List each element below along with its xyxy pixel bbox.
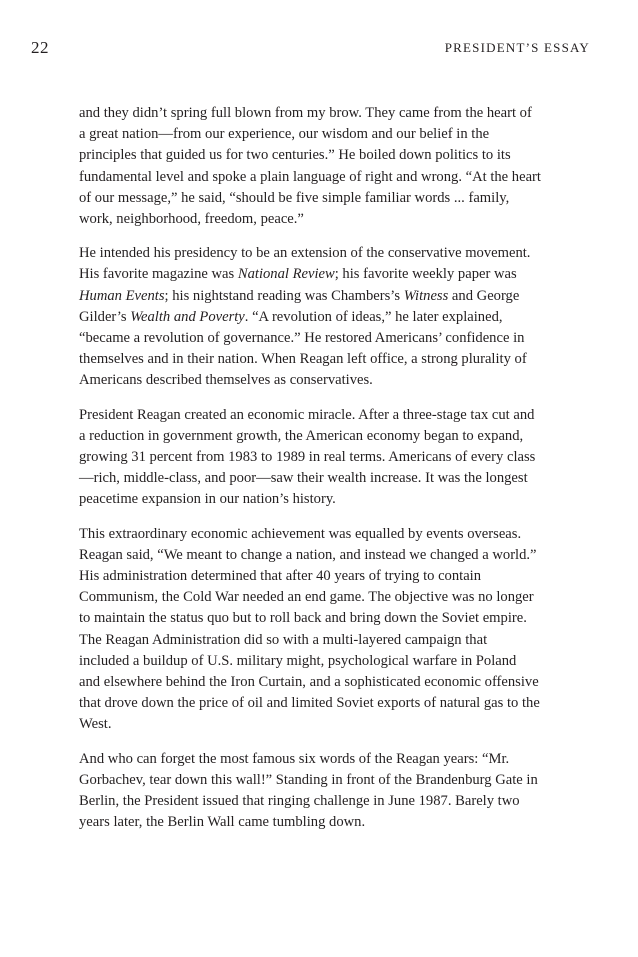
paragraph-1: and they didn’t spring full blown from my brow. They came from the heart of a great nation—from our experience, our wisdom and our belief in the principles that guided us for two centuries.” He boiled down politics to its fundamental level and spoke a plain language of right and wrong. “At the heart of our message,” he said, “should be five simple familiar words ... family, work, neighborhood, freedom, peace.” [79, 105, 541, 228]
essay-body [79, 103, 541, 847]
paragraph-3: President Reagan created an economic miracle. After a three-stage tax cut and a reduction in government growth, the American economy began to expand, growing 31 percent from 1983 to 1989 in real terms. Americans of every class—rich, middle-class, and poor—saw their wealth increase. It was the longest peacetime expansion in our nation’s history. [79, 406, 536, 508]
paragraph-2 [79, 243, 541, 391]
page-number: 22 [31, 38, 49, 57]
paragraph-4: This extraordinary economic achievement was equalled by events overseas. Reagan said, “We meant to change a nation, and instead we changed a world.” His administration determined that after 40 years of trying to contain Communism, the Cold War needed an end game. The objective was no longer to maintain the status quo but to roll back and bring down the Soviet empire. The Reagan Administration did so with a multi-layered campaign that included a buildup of U.S. military might, psychological warfare in Poland and elsewhere behind the Iron Curtain, and a sophisticated economic offensive that drove down the price of oil and limited Soviet exports of natural gas to the West. [79, 525, 540, 733]
title-human-events: Human Events [79, 287, 165, 304]
title-wealth-and-poverty: Wealth and Poverty [130, 308, 245, 325]
running-head: PRESIDENT’S ESSAY [444, 40, 590, 55]
title-witness: Witness [403, 287, 449, 304]
page-header [31, 38, 590, 58]
paragraph-2-text-1: He intended his presidency to be an extension of the conservative movement. His favorite magazine was [79, 245, 531, 283]
paragraph-2-text-2: ; his favorite weekly paper was [334, 266, 517, 283]
paragraph-2-text-3: ; his nightstand reading was Chambers’s [164, 287, 404, 304]
title-national-review: National Review [237, 266, 335, 283]
paragraph-2-text-4: and George Gilder’s [79, 287, 520, 325]
paragraph-5: And who can forget the most famous six words of the Reagan years: “Mr. Gorbachev, tear down this wall!” Standing in front of the Brandenburg Gate in Berlin, the President issued that ringing challenge in June 1987. Barely two years later, the Berlin Wall came tumbling down. [79, 750, 538, 831]
paragraph-2-text-5: . “A revolution of ideas,” he later explained, “became a revolution of governance.” He restored Americans’ confidence in themselves and in their nation. When Reagan left office, a strong plurality of Americans described themselves as conservatives. [79, 308, 527, 389]
